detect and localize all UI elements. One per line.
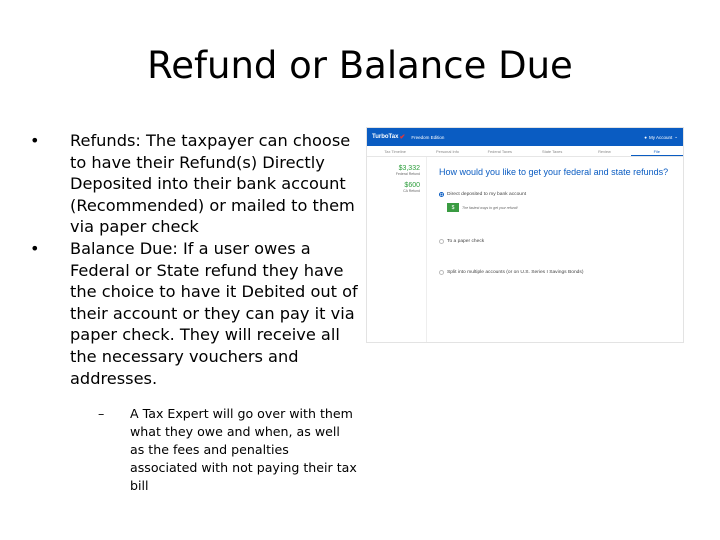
bullet-text: Balance Due: If a user owes a Federal or State refund they have the choice to have it Debited out of their account or they can pay it via paper check. They will receive all the necessary vouchers and addresses. [70, 238, 358, 388]
turbotax-body [367, 157, 683, 343]
radio-selected[interactable] [439, 192, 444, 197]
bullet-balance-due [28, 238, 358, 389]
tip-text: The fastest ways to get your refund! [462, 205, 518, 210]
bullet-marker: • [30, 238, 40, 258]
user-icon: ● [644, 134, 647, 140]
sub-bullet-text: A Tax Expert will go over with them what they owe and when, as well as the fees and penalties associated with not paying their tax bill [130, 406, 357, 494]
option-label: To a paper check [447, 239, 485, 244]
federal-refund-label: Federal Refund [395, 172, 420, 176]
tab-review[interactable]: Review [598, 149, 611, 154]
fastest-tip [447, 203, 673, 212]
progress-tabs [367, 146, 683, 157]
refund-question: How would you like to get your federal and state refunds? [439, 167, 669, 177]
tab-federal-taxes[interactable]: Federal Taxes [487, 149, 512, 154]
checkmark-icon: ✔ [399, 134, 406, 141]
chevron-down-icon: ⌄ [674, 134, 678, 139]
tab-personal-info[interactable]: Personal Info [436, 149, 459, 154]
option-label: Split into multiple accounts (or on U.S. Series I Savings Bonds) [447, 270, 584, 275]
brand-name: TurboTax [372, 134, 399, 140]
money-icon: $ [447, 203, 459, 212]
slide-title: Refund or Balance Due [147, 44, 573, 87]
option-direct-deposit[interactable] [439, 192, 673, 197]
sub-bullet-tax-expert [98, 405, 358, 495]
turbotax-screenshot [366, 127, 684, 343]
refund-options-panel [427, 157, 683, 343]
edition-label: Freedom Edition [411, 134, 445, 140]
option-label: Direct deposited to my bank account [447, 192, 527, 197]
federal-refund-amount: $3,332 [398, 165, 420, 172]
bullet-marker: • [30, 131, 40, 150]
bullet-list [28, 130, 358, 495]
turbotax-header [367, 128, 683, 146]
option-paper-check[interactable] [439, 239, 673, 244]
bullet-text: Refunds: The taxpayer can choose to have their Refund(s) Directly Deposited into their bank account (Recommended) or mailed to them via paper check [70, 131, 355, 237]
option-split-accounts[interactable] [439, 270, 673, 275]
state-refund-amount: $600 [404, 182, 420, 189]
tab-tax-timeline[interactable]: Tax Timeline [384, 149, 406, 154]
state-refund-label: CA Refund [403, 189, 420, 193]
turbotax-logo [372, 133, 405, 141]
tab-file[interactable]: File [631, 146, 683, 156]
sub-bullet-marker: – [98, 406, 105, 422]
radio-unselected[interactable] [439, 270, 444, 275]
refund-meter [367, 157, 427, 343]
bullet-refunds [28, 130, 358, 238]
account-menu[interactable] [644, 134, 678, 140]
tab-state-taxes[interactable]: State Taxes [542, 149, 563, 154]
account-label: My Account [648, 134, 673, 140]
radio-unselected[interactable] [439, 239, 444, 244]
